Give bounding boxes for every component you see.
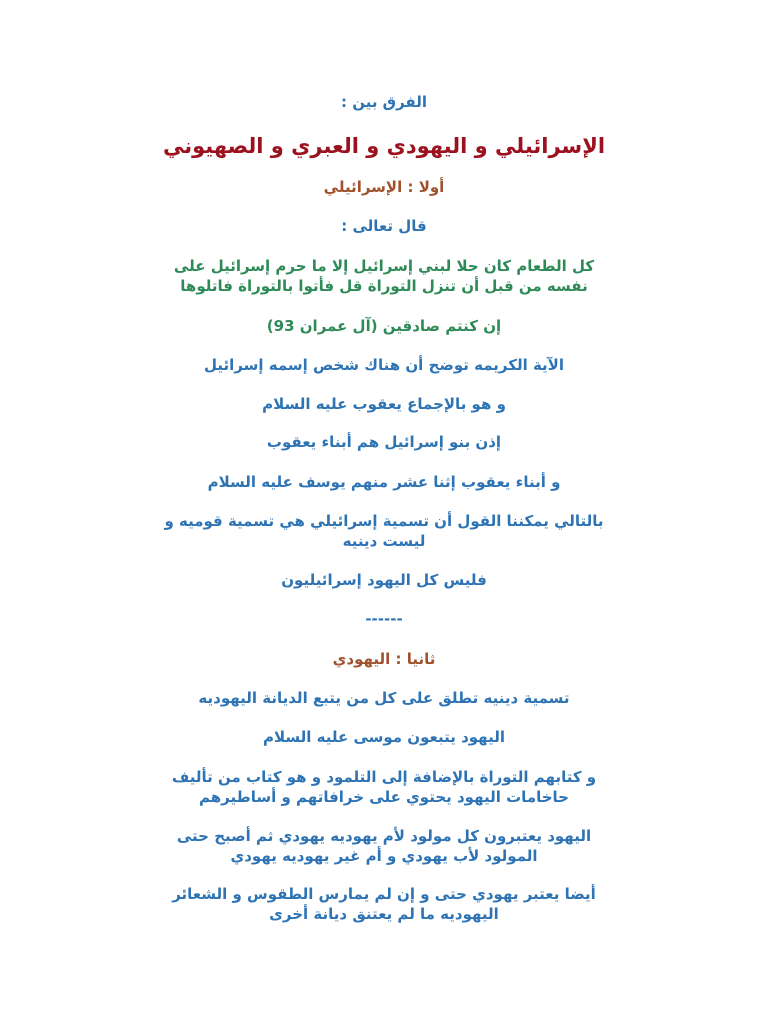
- paragraph: الآية الكريمه توضح أن هناك شخص إسمه إسرائيل: [204, 356, 564, 374]
- verse-line-1: كل الطعام كان حلا لبني إسرائيل إلا ما حرم إسرائيل على: [173, 257, 595, 275]
- page-title: الإسرائيلي و اليهودي و العبري و الصهيوني: [162, 134, 606, 158]
- paragraph-line-1: أيضا يعتبر يهودي حتى و إن لم يمارس الطقوس و الشعائر: [172, 885, 596, 903]
- verse-line-2: نفسه من قبل أن تنزل التوراة قل فأتوا بالتوراة فاتلوها: [180, 277, 588, 295]
- paragraph-line-2: المولود لأب يهودي و أم غير يهوديه يهودي: [230, 847, 538, 865]
- paragraph-line-2: اليهوديه ما لم يعتنق ديانة أخرى: [269, 905, 499, 923]
- section2-heading: ثانيا : اليهودي: [332, 650, 436, 668]
- paragraph-line-1: بالتالي يمكننا القول أن تسمية إسرائيلي هي تسمية قوميه و: [164, 512, 604, 530]
- intro-line: الفرق بين :: [340, 93, 427, 111]
- paragraph-line-1: و كتابهم التوراة بالإضافة إلى التلمود و هو كتاب من تأليف: [171, 768, 597, 786]
- verse-end: إن كنتم صادقين (آل عمران 93): [266, 317, 502, 335]
- paragraph: فليس كل اليهود إسرائيليون: [281, 571, 487, 589]
- paragraph-line-2: ليست دينيه: [342, 532, 426, 550]
- paragraph: إذن بنو إسرائيل هم أبناء يعقوب: [266, 433, 502, 451]
- paragraph: اليهود يتبعون موسى عليه السلام: [263, 728, 505, 746]
- paragraph-line-2: حاخامات اليهود يحتوي على خرافاتهم و أساطيرهم: [198, 788, 569, 806]
- separator: ------: [365, 610, 403, 628]
- quote-intro: قال تعالى :: [341, 217, 427, 235]
- paragraph: و هو بالإجماع يعقوب عليه السلام: [262, 395, 506, 413]
- paragraph: تسمية دينيه تطلق على كل من يتبع الديانة اليهوديه: [198, 689, 570, 707]
- paragraph-line-1: اليهود يعتبرون كل مولود لأم يهوديه يهودي ثم أصبح حتى: [176, 827, 592, 845]
- section1-heading: أولا : الإسرائيلي: [323, 178, 445, 196]
- paragraph: و أبناء يعقوب إثنا عشر منهم يوسف عليه السلام: [207, 473, 561, 491]
